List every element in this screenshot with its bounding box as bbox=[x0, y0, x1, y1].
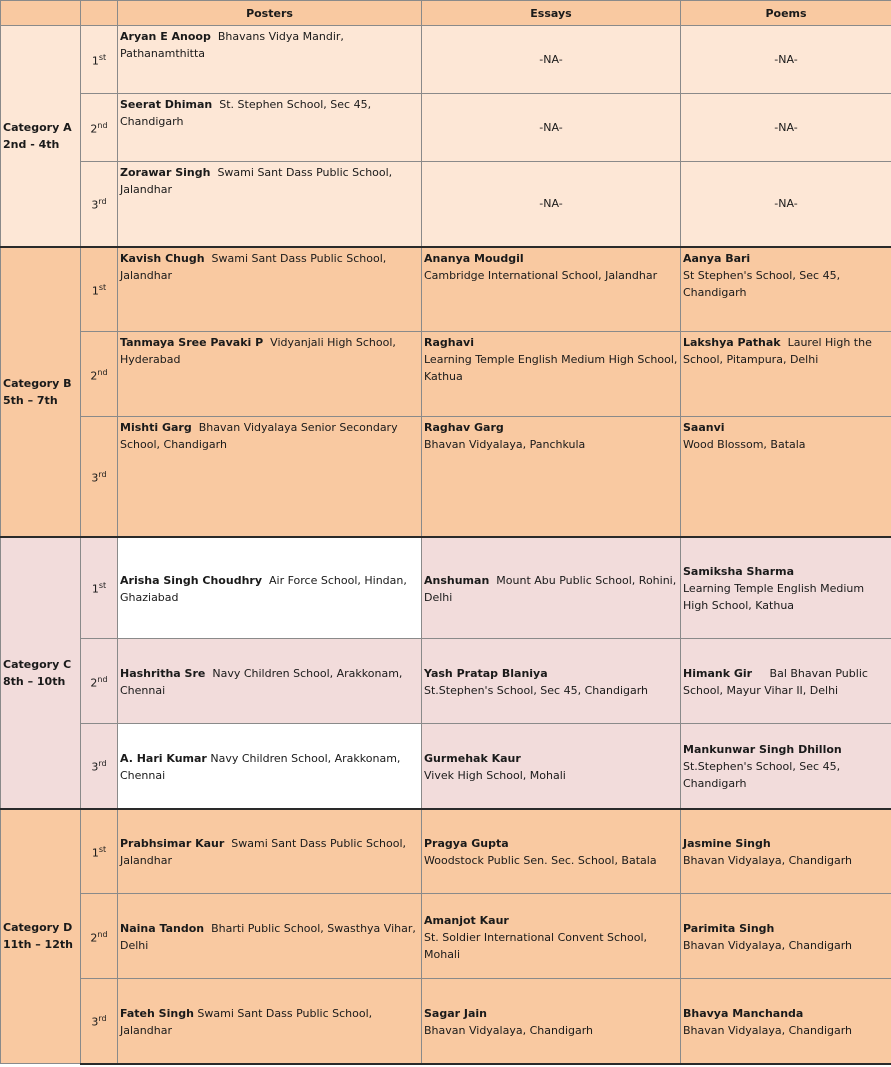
header-poems: Poems bbox=[681, 1, 891, 26]
rank-cell: 2nd bbox=[81, 94, 118, 162]
poster-entry bbox=[118, 247, 422, 332]
winner-name: Fateh Singh bbox=[120, 1006, 194, 1020]
category-label bbox=[1, 26, 81, 247]
winner-name: Seerat Dhiman bbox=[120, 98, 213, 111]
winner-school: Bal Bhavan Public School, Mayur Vihar II, Delhi bbox=[683, 667, 868, 697]
winner-name: Himank Gir bbox=[683, 667, 753, 680]
category-label bbox=[1, 247, 81, 537]
winner-name: Jasmine Singh bbox=[683, 837, 771, 851]
poem-entry bbox=[681, 417, 891, 537]
essay-entry bbox=[422, 332, 681, 417]
winner-school: St.Stephen's School, Sec 45, Chandigarh bbox=[424, 684, 649, 697]
winner-school: Bhavan Vidyalaya Senior Secondary School, Chandigarh bbox=[120, 421, 398, 451]
table-row bbox=[1, 639, 891, 724]
winner-name: Raghavi bbox=[424, 336, 474, 349]
poem-entry bbox=[681, 894, 891, 979]
table-row bbox=[1, 26, 891, 94]
winner-school: St Stephen's School, Sec 45, Chandigarh bbox=[683, 268, 841, 299]
winner-school: Vidyanjali High School, Hyderabad bbox=[120, 336, 396, 366]
poster-entry bbox=[118, 162, 422, 247]
poem-na: -NA- bbox=[681, 26, 891, 94]
poem-entry bbox=[681, 979, 891, 1064]
table-row bbox=[1, 809, 891, 894]
winner-name: Aanya Bari bbox=[683, 251, 751, 265]
category-range: 5th – 7th bbox=[3, 393, 58, 407]
rank-cell: 1st bbox=[81, 26, 118, 94]
winner-name: Ananya Moudgil bbox=[424, 251, 524, 265]
winner-name: Saanvi bbox=[683, 421, 725, 434]
winner-school: Laurel High the School, Pitampura, Delhi bbox=[683, 336, 872, 366]
table-row bbox=[1, 94, 891, 162]
winner-name: Hashritha Sre bbox=[120, 667, 206, 680]
category-range: 8th – 10th bbox=[3, 674, 66, 688]
essay-na: -NA- bbox=[422, 94, 681, 162]
header-blank-rank bbox=[81, 1, 118, 26]
winner-name: Mishti Garg bbox=[120, 421, 192, 434]
essay-na: -NA- bbox=[422, 162, 681, 247]
poem-entry bbox=[681, 537, 891, 639]
rank-cell: 3rd bbox=[81, 979, 118, 1064]
winner-school: St. Soldier International Convent School, Mohali bbox=[424, 930, 648, 961]
winner-school: Mount Abu Public School, Rohini, Delhi bbox=[424, 573, 677, 604]
winner-school: Swami Sant Dass Public School, Jalandhar bbox=[120, 166, 393, 196]
winner-name: Amanjot Kaur bbox=[424, 913, 509, 927]
poem-na: -NA- bbox=[681, 162, 891, 247]
winner-name: Tanmaya Sree Pavaki P bbox=[120, 336, 264, 349]
category-name: Category B bbox=[3, 376, 72, 390]
essay-entry bbox=[422, 724, 681, 809]
winner-school: St. Stephen School, Sec 45, Chandigarh bbox=[120, 98, 372, 128]
winner-school: Bharti Public School, Swasthya Vihar, Delhi bbox=[120, 922, 416, 952]
winner-name: Samiksha Sharma bbox=[683, 565, 795, 579]
winner-name: Mankunwar Singh Dhillon bbox=[683, 743, 842, 757]
winner-school: Navy Children School, Arakkonam, Chennai bbox=[120, 667, 403, 697]
winner-school: Swami Sant Dass Public School, Jalandhar bbox=[120, 251, 387, 282]
essay-entry bbox=[422, 894, 681, 979]
table-row bbox=[1, 247, 891, 332]
essay-entry bbox=[422, 809, 681, 894]
category-name: Category C bbox=[3, 657, 72, 671]
rank-cell: 2nd bbox=[81, 332, 118, 417]
winner-school: Woodstock Public Sen. Sec. School, Batala bbox=[424, 854, 657, 868]
header-blank-category bbox=[1, 1, 81, 26]
category-range: 11th – 12th bbox=[3, 938, 73, 952]
winner-school: Bhavan Vidyalaya, Panchkula bbox=[424, 438, 586, 451]
winner-school: Air Force School, Hindan, Ghaziabad bbox=[120, 573, 407, 604]
poem-entry bbox=[681, 247, 891, 332]
table-row bbox=[1, 332, 891, 417]
winner-school: Bhavan Vidyalaya, Chandigarh bbox=[424, 1023, 594, 1037]
poster-entry bbox=[118, 417, 422, 537]
winner-name: Arisha Singh Choudhry bbox=[120, 573, 262, 587]
winner-school: Vivek High School, Mohali bbox=[424, 768, 566, 782]
winner-school: Bhavans Vidya Mandir, Pathanamthitta bbox=[120, 30, 344, 60]
rank-cell: 2nd bbox=[81, 894, 118, 979]
header-essays: Essays bbox=[422, 1, 681, 26]
rank-cell: 2nd bbox=[81, 639, 118, 724]
table-row bbox=[1, 724, 891, 809]
winner-school: St.Stephen's School, Sec 45, Chandigarh bbox=[683, 760, 841, 791]
essay-entry bbox=[422, 247, 681, 332]
table-row bbox=[1, 894, 891, 979]
winner-name: Gurmehak Kaur bbox=[424, 751, 521, 765]
winner-school: Swami Sant Dass Public School, Jalandhar bbox=[120, 837, 407, 868]
poster-entry bbox=[118, 979, 422, 1064]
winner-name: Lakshya Pathak bbox=[683, 336, 781, 349]
winner-school: Bhavan Vidyalaya, Chandigarh bbox=[683, 1023, 853, 1037]
table-row bbox=[1, 537, 891, 639]
poster-entry bbox=[118, 809, 422, 894]
category-label bbox=[1, 537, 81, 809]
winner-school: Navy Children School, Arakkonam, Chennai bbox=[120, 751, 401, 782]
poem-entry bbox=[681, 332, 891, 417]
poster-entry bbox=[118, 332, 422, 417]
category-range: 2nd - 4th bbox=[3, 137, 60, 151]
essay-entry bbox=[422, 537, 681, 639]
winner-school: Cambridge International School, Jalandhar bbox=[424, 268, 658, 282]
poem-entry bbox=[681, 639, 891, 724]
winner-name: Prabhsimar Kaur bbox=[120, 837, 225, 851]
header-posters: Posters bbox=[118, 1, 422, 26]
category-label bbox=[1, 809, 81, 1064]
rank-cell: 1st bbox=[81, 537, 118, 639]
winner-name: Kavish Chugh bbox=[120, 251, 205, 265]
rank-cell: 3rd bbox=[81, 162, 118, 247]
poster-entry bbox=[118, 894, 422, 979]
winner-name: A. Hari Kumar bbox=[120, 751, 207, 765]
poem-na: -NA- bbox=[681, 94, 891, 162]
poster-entry bbox=[118, 94, 422, 162]
table-row bbox=[1, 417, 891, 537]
poster-entry bbox=[118, 639, 422, 724]
poster-entry bbox=[118, 724, 422, 809]
winner-name: Anshuman bbox=[424, 573, 490, 587]
table-row bbox=[1, 979, 891, 1064]
winner-name: Pragya Gupta bbox=[424, 837, 509, 851]
winner-school: Swami Sant Dass Public School, Jalandhar bbox=[120, 1006, 373, 1037]
winner-name: Sagar Jain bbox=[424, 1006, 488, 1020]
rank-cell: 3rd bbox=[81, 417, 118, 537]
winner-school: Learning Temple English Medium High School, Kathua bbox=[683, 582, 865, 613]
poem-entry bbox=[681, 809, 891, 894]
essay-entry bbox=[422, 417, 681, 537]
winner-school: Bhavan Vidyalaya, Chandigarh bbox=[683, 854, 853, 868]
winner-school: Bhavan Vidyalaya, Chandigarh bbox=[683, 939, 853, 952]
winner-name: Yash Pratap Blaniya bbox=[424, 667, 548, 680]
poster-entry bbox=[118, 537, 422, 639]
winner-name: Bhavya Manchanda bbox=[683, 1006, 804, 1020]
rank-cell: 1st bbox=[81, 809, 118, 894]
table-row bbox=[1, 162, 891, 247]
essay-na: -NA- bbox=[422, 26, 681, 94]
header-row bbox=[1, 1, 891, 26]
winner-name: Raghav Garg bbox=[424, 421, 504, 434]
winner-name: Aryan E Anoop bbox=[120, 30, 211, 43]
category-name: Category A bbox=[3, 120, 72, 134]
winner-school: Wood Blossom, Batala bbox=[683, 438, 806, 451]
essay-entry bbox=[422, 979, 681, 1064]
poster-entry bbox=[118, 26, 422, 94]
poem-entry bbox=[681, 724, 891, 809]
rank-cell: 1st bbox=[81, 247, 118, 332]
winner-school: Learning Temple English Medium High School, Kathua bbox=[424, 353, 678, 383]
winner-name: Naina Tandon bbox=[120, 922, 205, 935]
winner-name: Zorawar Singh bbox=[120, 166, 211, 179]
winner-name: Parimita Singh bbox=[683, 922, 775, 935]
essay-entry bbox=[422, 639, 681, 724]
category-name: Category D bbox=[3, 921, 73, 935]
rank-cell: 3rd bbox=[81, 724, 118, 809]
